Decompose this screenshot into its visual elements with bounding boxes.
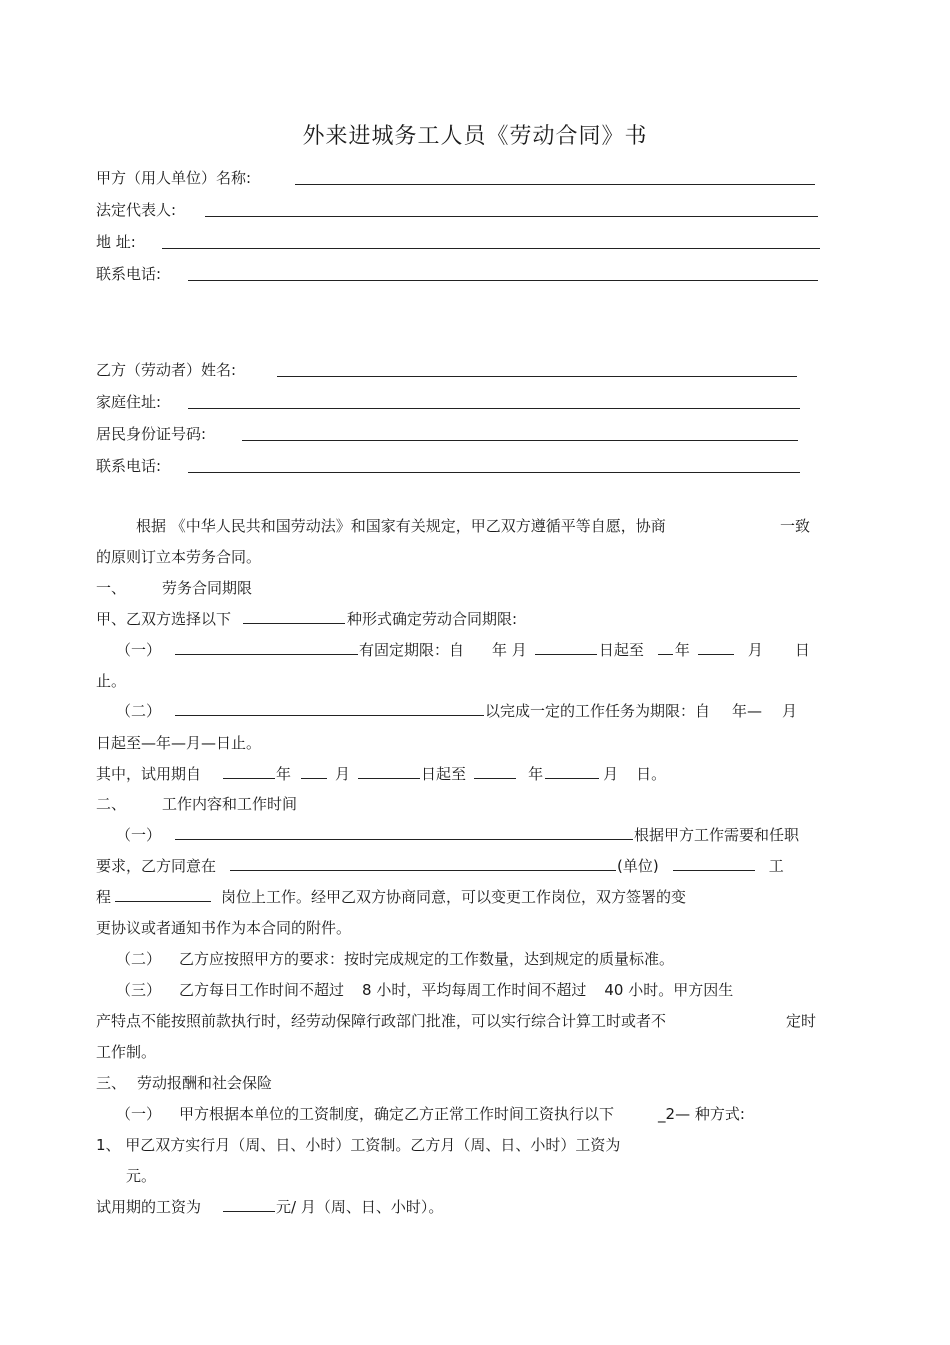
job-post-blank[interactable] <box>115 887 211 902</box>
task-term-year: 年— <box>732 702 763 720</box>
work-hours-line-2: 产特点不能按照前款执行时，经劳动保障行政部门批准，可以实行综合计算工时或者不 <box>96 1012 667 1030</box>
job-location-text: 要求，乙方同意在 <box>96 857 217 875</box>
party-b-home-label: 家庭住址: <box>96 393 162 411</box>
wage-method-text: 甲方根据本单位的工资制度，确定乙方正常工作时间工资执行以下 <box>179 1105 615 1123</box>
party-a-name-label: 甲方（用人单位）名称: <box>96 169 252 187</box>
wage-system-line: 1、 甲乙双方实行月（周、日、小时）工资制。乙方月（周、日、小时）工资为 <box>96 1136 621 1154</box>
fixed-term-day-blank[interactable] <box>535 640 597 655</box>
party-b-home-field[interactable] <box>188 408 800 409</box>
probation-month: 月 <box>335 765 351 783</box>
probation-line <box>96 764 666 784</box>
probation-wage-unit: 元/ 月（周、日、小时）。 <box>276 1198 444 1216</box>
work-quality-num: （二） <box>116 950 162 968</box>
fixed-term-year-month: 年 月 <box>492 641 527 659</box>
wage-method-line <box>116 1104 745 1124</box>
task-term-line <box>116 701 797 721</box>
choose-text-a: 甲、乙双方选择以下 <box>96 610 232 628</box>
fixed-term-end: 止。 <box>96 672 127 690</box>
party-a-phone-label: 联系电话: <box>96 265 162 283</box>
section-1-number: 一、 <box>96 579 127 597</box>
job-location-line <box>96 856 784 876</box>
fixed-term-text: 有固定期限：自 <box>359 641 465 659</box>
job-post-line <box>96 887 686 907</box>
section-1-choose-line <box>96 609 517 629</box>
job-project-blank[interactable] <box>673 856 755 871</box>
job-content-blank[interactable] <box>175 825 633 840</box>
probation-wage-text: 试用期的工资为 <box>96 1198 202 1216</box>
fixed-term-blank[interactable] <box>175 640 358 655</box>
party-a-name-field[interactable] <box>295 184 815 185</box>
probation-end-month-blank[interactable] <box>545 764 599 779</box>
task-term-text: 以完成一定的工作任务为期限：自 <box>485 702 711 720</box>
party-b-id-field[interactable] <box>242 440 798 441</box>
party-a-rep-label: 法定代表人: <box>96 201 177 219</box>
wage-method-choice: _2— 种方式: <box>658 1105 745 1123</box>
party-b-phone-label: 联系电话: <box>96 457 162 475</box>
probation-wage-blank[interactable] <box>223 1197 275 1212</box>
fixed-term-month: 月 <box>747 641 763 659</box>
fixed-term-from: 日起至 <box>598 641 644 659</box>
work-hours-exception: 40 小时。甲方因生 <box>604 981 734 999</box>
work-quality-text: 乙方应按照甲方的要求：按时完成规定的工作数量，达到规定的质量标准。 <box>179 950 675 968</box>
work-hours-line <box>116 980 733 1000</box>
job-post-text: 岗位上工作。经甲乙双方协商同意，可以变更工作岗位，双方签署的变 <box>221 888 687 906</box>
intro-line-2: 的原则订立本劳务合同。 <box>96 548 262 566</box>
job-content-num: （一） <box>116 826 162 844</box>
section-2-number: 二、 <box>96 795 127 813</box>
probation-text-a: 其中，试用期自 <box>96 765 202 783</box>
job-annex-line: 更协议或者通知书作为本合同的附件。 <box>96 919 352 937</box>
task-term-end: 日起至—年—月—日止。 <box>96 734 262 752</box>
task-term-month: 月 <box>782 702 798 720</box>
party-a-address-label: 地 址: <box>96 233 136 251</box>
fixed-term-month-blank[interactable] <box>698 640 734 655</box>
work-hours-line-3: 工作制。 <box>96 1043 157 1061</box>
document-title: 外来进城务工人员《劳动合同》书 <box>302 124 648 149</box>
job-unit-label: (单位) <box>617 857 659 875</box>
job-content-text: 根据甲方工作需要和任职 <box>634 826 800 844</box>
party-b-name-field[interactable] <box>277 376 797 377</box>
party-a-address-field[interactable] <box>162 248 820 249</box>
work-hours-line-2-end: 定时 <box>786 1012 817 1030</box>
intro-line-1-end: 一致 <box>780 517 811 535</box>
fixed-term-day: 日 <box>794 641 810 659</box>
work-hours-daily: 乙方每日工作时间不超过 <box>179 981 345 999</box>
section-2-title: 工作内容和工作时间 <box>162 795 298 813</box>
section-3-number: 三、 <box>96 1074 127 1092</box>
probation-end-day: 日。 <box>636 765 667 783</box>
probation-from: 日起至 <box>421 765 467 783</box>
section-3-title: 劳动报酬和社会保险 <box>137 1074 273 1092</box>
choose-blank[interactable] <box>243 609 345 624</box>
fixed-term-num: （一） <box>116 641 162 659</box>
job-content-line <box>116 825 799 845</box>
work-quality-line <box>116 949 674 969</box>
choose-text-b: 种形式确定劳动合同期限: <box>347 610 518 628</box>
fixed-term-year-blank[interactable] <box>658 640 673 655</box>
task-term-num: （二） <box>116 702 162 720</box>
intro-line-1: 根据 《中华人民共和国劳动法》和国家有关规定，甲乙双方遵循平等自愿，协商 <box>136 517 666 535</box>
probation-end-month: 月 <box>603 765 619 783</box>
probation-end-year-blank[interactable] <box>474 764 516 779</box>
party-b-phone-field[interactable] <box>188 472 800 473</box>
wage-system-unit: 元。 <box>126 1167 157 1185</box>
party-a-phone-field[interactable] <box>188 280 818 281</box>
job-project-label: 工 <box>768 857 784 875</box>
fixed-term-line <box>116 640 810 660</box>
probation-wage-line <box>96 1197 443 1217</box>
fixed-term-year: 年 <box>674 641 690 659</box>
wage-method-num: （一） <box>116 1105 162 1123</box>
job-post-prefix: 程 <box>96 888 112 906</box>
work-hours-num: （三） <box>116 981 162 999</box>
party-b-id-label: 居民身份证号码: <box>96 425 207 443</box>
probation-year-blank[interactable] <box>223 764 275 779</box>
job-unit-blank[interactable] <box>230 856 616 871</box>
party-a-rep-field[interactable] <box>205 216 818 217</box>
probation-month-blank[interactable] <box>301 764 327 779</box>
probation-year: 年 <box>276 765 292 783</box>
task-term-blank[interactable] <box>175 701 484 716</box>
work-hours-weekly: 8 小时，平均每周工作时间不超过 <box>362 981 587 999</box>
probation-day-blank[interactable] <box>358 764 420 779</box>
section-1-title: 劳务合同期限 <box>162 579 253 597</box>
probation-end-year: 年 <box>528 765 544 783</box>
party-b-name-label: 乙方（劳动者）姓名: <box>96 361 237 379</box>
